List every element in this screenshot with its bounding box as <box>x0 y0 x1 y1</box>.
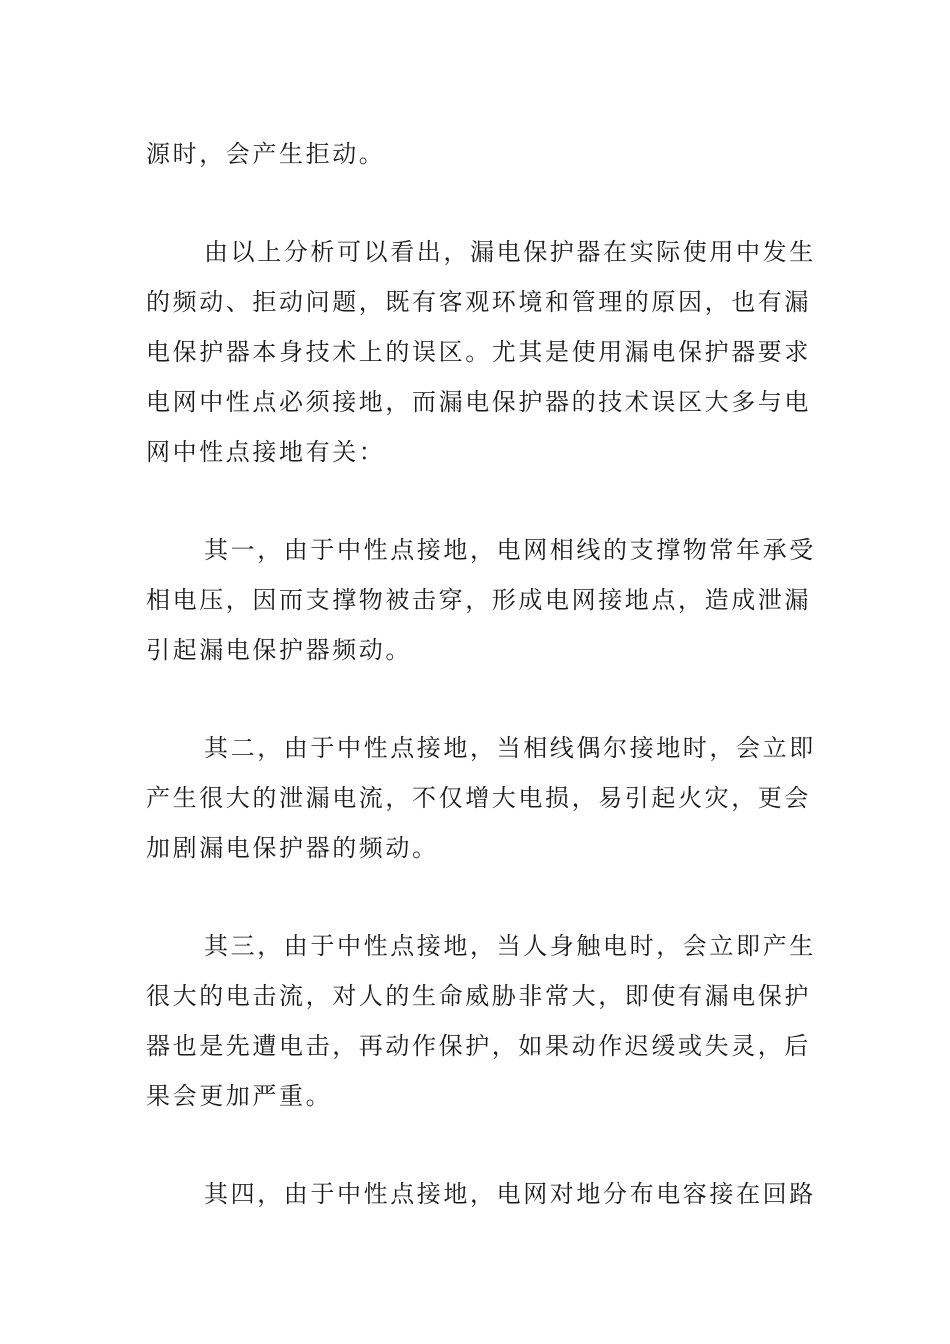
text-line: 电保护器本身技术上的误区。尤其是使用漏电保护器要求 <box>146 338 811 366</box>
text-line: 果会更加严重。 <box>146 1082 333 1110</box>
text-line: 其四，由于中性点接地，电网对地分布电容接在回路 <box>204 1180 816 1208</box>
text-line: 其二，由于中性点接地，当相线偶尔接地时，会立即 <box>204 734 816 762</box>
text-line: 电网中性点必须接地，而漏电保护器的技术误区大多与电 <box>146 388 811 416</box>
text-line: 由以上分析可以看出，漏电保护器在实际使用中发生 <box>204 238 816 266</box>
text-line: 加剧漏电保护器的频动。 <box>146 834 439 862</box>
text-line: 引起漏电保护器频动。 <box>146 636 412 664</box>
text-line: 相电压，因而支撑物被击穿，形成电网接地点，造成泄漏 <box>146 586 811 614</box>
text-line: 的频动、拒动问题，既有客观环境和管理的原因，也有漏 <box>146 288 811 316</box>
text-line: 其三，由于中性点接地，当人身触电时，会立即产生 <box>204 932 816 960</box>
text-line: 器也是先遭电击，再动作保护，如果动作迟缓或失灵，后 <box>146 1032 811 1060</box>
text-line: 源时，会产生拒动。 <box>146 140 386 168</box>
text-line: 产生很大的泄漏电流，不仅增大电损，易引起火灾，更会 <box>146 784 811 812</box>
text-line: 很大的电击流，对人的生命威胁非常大，即使有漏电保护 <box>146 982 811 1010</box>
text-line: 其一，由于中性点接地，电网相线的支撑物常年承受 <box>204 536 816 564</box>
text-line: 网中性点接地有关： <box>146 438 386 466</box>
